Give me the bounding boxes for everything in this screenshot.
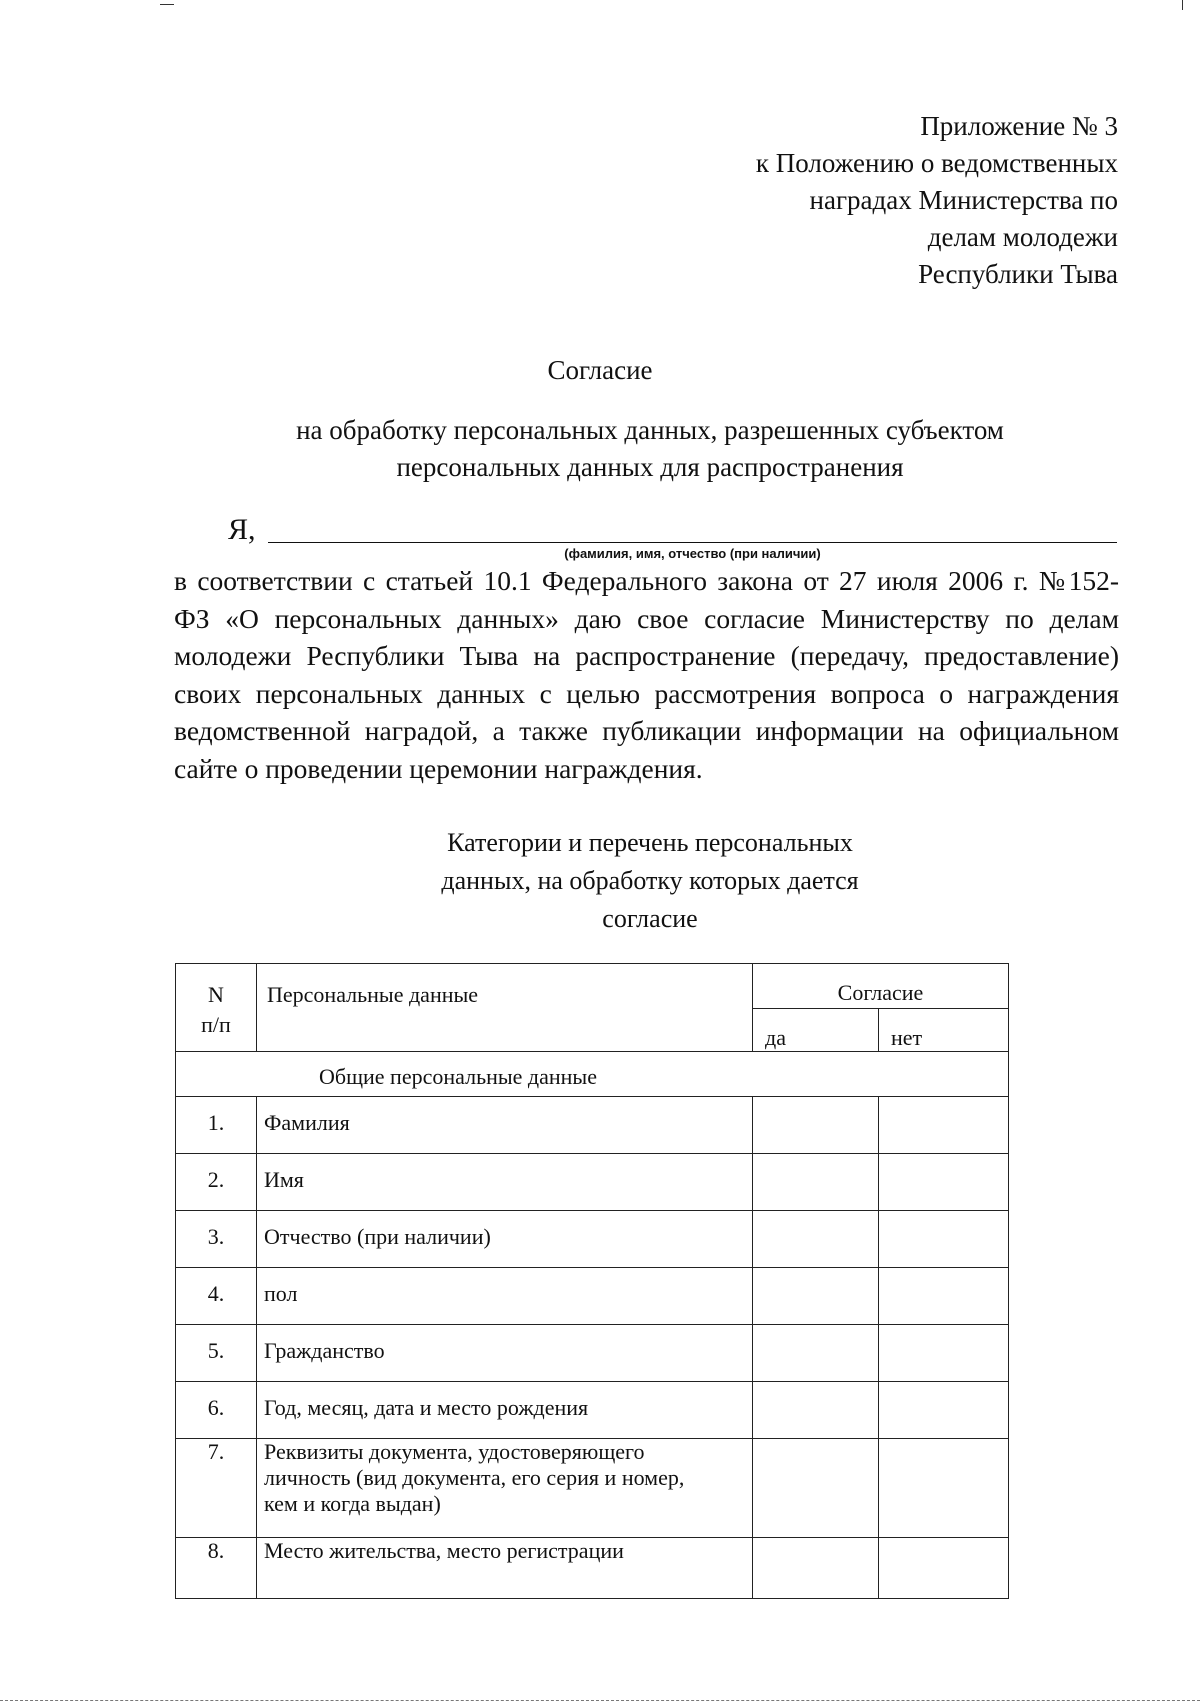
table-row [176, 1382, 1009, 1439]
consent-no-cell[interactable] [879, 1382, 1009, 1439]
row-number: 3. [176, 1211, 257, 1268]
appendix-line: к Положению о ведомственных [755, 148, 1118, 178]
categories-title [0, 824, 1200, 938]
consent-yes-cell[interactable] [753, 1211, 879, 1268]
appendix-header [756, 108, 1118, 293]
table-header-row [176, 964, 1009, 1009]
body-line: сайте о проведении церемонии награждения. [174, 752, 703, 784]
categories-title-line: данных, на обработку которых дается [441, 866, 859, 895]
table-row [176, 1325, 1009, 1382]
consent-yes-cell[interactable] [753, 1538, 879, 1599]
scan-edge-line [0, 1700, 1200, 1701]
consent-yes-cell[interactable] [753, 1097, 879, 1154]
consent-no-cell[interactable] [879, 1268, 1009, 1325]
document-subtitle [0, 412, 1200, 486]
header-number-line: N [208, 982, 224, 1007]
subtitle-line: персональных данных для распространения [396, 452, 904, 482]
row-label: пол [257, 1268, 753, 1325]
appendix-line: наградах Министерства по [809, 185, 1118, 215]
header-number-line: п/п [201, 1012, 231, 1037]
table-group-row [176, 1052, 1009, 1097]
scan-edge-mark [1182, 0, 1183, 10]
row-number: 7. [176, 1439, 257, 1538]
consent-yes-cell[interactable] [753, 1382, 879, 1439]
document-title: Согласие [547, 355, 653, 385]
table-row [176, 1154, 1009, 1211]
appendix-line: Республики Тыва [918, 259, 1118, 289]
body-line: в соответствии с статьей 10.1 Федерального закона от 27 июля 2006 г. №152- [174, 565, 1119, 596]
header-personal-data: Персональные данные [257, 964, 753, 1052]
categories-title-line: согласие [602, 904, 698, 933]
table-row [176, 1538, 1009, 1599]
body-line: молодежи Республики Тыва на распространение (передачу, предоставление) [174, 640, 1119, 671]
consent-no-cell[interactable] [879, 1097, 1009, 1154]
table-row [176, 1211, 1009, 1268]
row-label: Имя [257, 1154, 753, 1211]
row-label: Гражданство [257, 1325, 753, 1382]
row-number: 8. [176, 1538, 257, 1599]
consent-yes-cell[interactable] [753, 1154, 879, 1211]
header-number [176, 964, 257, 1052]
header-no: нет [879, 1009, 1009, 1052]
row-label-line: Реквизиты документа, удостоверяющего [264, 1439, 645, 1464]
table-row [176, 1097, 1009, 1154]
consent-yes-cell[interactable] [753, 1325, 879, 1382]
row-number: 5. [176, 1325, 257, 1382]
ya-label: Я, [228, 513, 256, 546]
consent-no-cell[interactable] [879, 1439, 1009, 1538]
name-fill-caption: (фамилия, имя, отчество (при наличии) [564, 546, 821, 561]
consent-body [174, 562, 1119, 787]
appendix-line: Приложение № 3 [920, 111, 1118, 141]
consent-no-cell[interactable] [879, 1325, 1009, 1382]
body-line: ФЗ «О персональных данных» даю свое согласие Министерству по делам [174, 602, 1119, 634]
table-row [176, 1439, 1009, 1538]
name-fill-line[interactable] [268, 542, 1117, 543]
row-number: 6. [176, 1382, 257, 1439]
header-consent: Согласие [753, 964, 1009, 1009]
row-label: Отчество (при наличии) [257, 1211, 753, 1268]
personal-data-table [175, 963, 1009, 1599]
table-row [176, 1268, 1009, 1325]
row-number: 1. [176, 1097, 257, 1154]
row-number: 2. [176, 1154, 257, 1211]
body-line: ведомственной наградой, а также публикации информации на официальном [174, 715, 1119, 746]
row-label: Фамилия [257, 1097, 753, 1154]
consent-yes-cell[interactable] [753, 1268, 879, 1325]
row-label-line: личность (вид документа, его серия и номер, [264, 1465, 685, 1490]
row-number: 4. [176, 1268, 257, 1325]
consent-yes-cell[interactable] [753, 1439, 879, 1538]
group-label: Общие персональные данные [176, 1052, 1009, 1097]
categories-title-line: Категории и перечень персональных [447, 828, 853, 857]
appendix-line: делам молодежи [927, 222, 1118, 252]
consent-no-cell[interactable] [879, 1211, 1009, 1268]
row-label [257, 1439, 753, 1538]
subtitle-line: на обработку персональных данных, разрешенных субъектом [296, 415, 1004, 445]
row-label-line: кем и когда выдан) [264, 1491, 441, 1516]
header-yes: да [753, 1009, 879, 1052]
row-label: Место жительства, место регистрации [257, 1538, 753, 1599]
body-line: своих персональных данных с целью рассмотрения вопроса о награждения [174, 677, 1119, 709]
consent-no-cell[interactable] [879, 1154, 1009, 1211]
row-label: Год, месяц, дата и место рождения [257, 1382, 753, 1439]
consent-no-cell[interactable] [879, 1538, 1009, 1599]
scan-edge-mark [160, 4, 174, 5]
